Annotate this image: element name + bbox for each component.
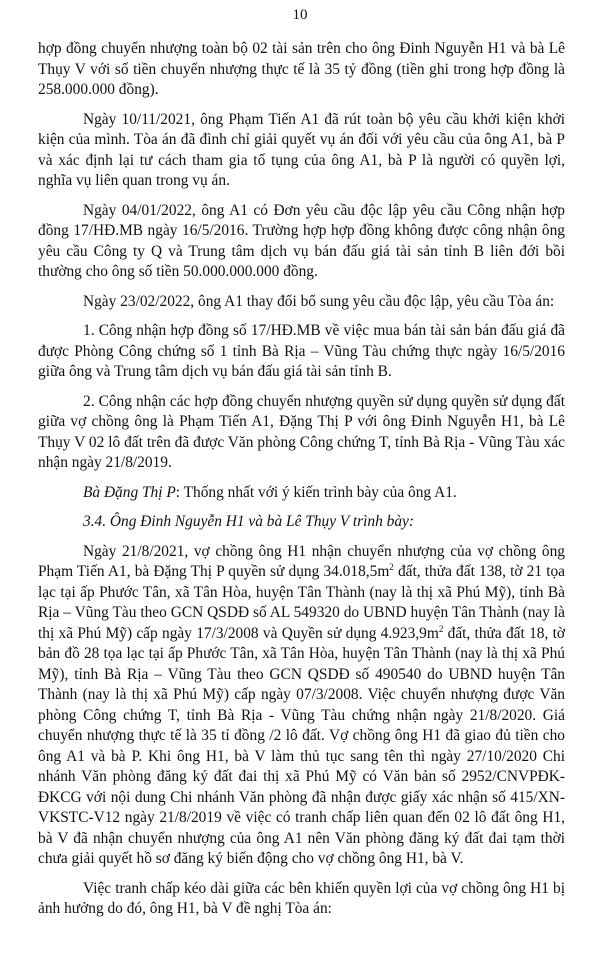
paragraph-request-item-2: 2. Công nhận các hợp đồng chuyển nhượng quyền sử dụng quyền sử dụng đất giữa vợ chồng ông là Phạm Tiến A1, Đặng Thị P với ông Đinh Nguyễn H1, bà Lê Thụy V 02 lô đất trên đã được Văn phòng Công chứng T, tỉnh Bà Rịa - Vũng Tàu xác nhận ngày 21/8/2019. xyxy=(38,392,565,471)
page-number: 10 xyxy=(292,7,308,23)
paragraph-withdrawal: Ngày 10/11/2021, ông Phạm Tiến A1 đã rút toàn bộ yêu cầu khởi kiện khởi kiện của mình. Tòa án đã đình chỉ giải quyết vụ án đối với yêu cầu của ông A1, bà P và xác định lại tư cách tham gia tố tụng của ông A1, bà P là người có quyền lợi, nghĩa vụ liên quan trong vụ án. xyxy=(38,110,565,189)
paragraph-request-item-1: 1. Công nhận hợp đồng số 17/HĐ.MB về việc mua bán tài sản bán đấu giá đã được Phòng Công chứng số 1 tỉnh Bà Rịa – Vũng Tàu chứng thực ngày 16/5/2016 giữa ông và Trung tâm dịch vụ bán đấu giá tài sản tỉnh B. xyxy=(38,322,565,380)
party-p-text: : Thống nhất với ý kiến trình bày của ông A1. xyxy=(175,483,457,501)
paragraph-h1-v-statement xyxy=(38,542,565,870)
document-body xyxy=(38,39,565,929)
party-p-label: Bà Đặng Thị P xyxy=(83,483,176,501)
section-heading-3-4: 3.4. Ông Đinh Nguyễn H1 và bà Lê Thụy V trình bày: xyxy=(83,513,415,530)
superscript-area-2: 2 xyxy=(438,623,444,634)
superscript-area-1: 2 xyxy=(389,562,394,572)
paragraph-contract-transfer: hợp đồng chuyển nhượng toàn bộ 02 tài sản trên cho ông Đinh Nguyễn H1 và bà Lê Thụy V với số tiền chuyển nhượng thực tế là 35 tỷ đồng (tiền ghi trong hợp đồng là 258.000.000 đồng). xyxy=(38,40,565,98)
paragraph-party-p-statement xyxy=(38,483,565,504)
paragraph-amended-request: Ngày 23/02/2022, ông A1 thay đổi bổ sung yêu cầu độc lập, yêu cầu Tòa án: xyxy=(83,292,555,310)
statement-part-b: đất, thửa đất 138, tờ 21 tọa lạc tại ấp Phước Tân, xã Tân Hòa, huyện Tân Thành (nay là thị xã Phú Mỹ), tỉnh Bà Rịa – Vũng Tàu theo GCN QSDĐ số AL 549320 do UBND huyện Tân Thành (nay là thị xã Phú Mỹ) cấp ngày 17/3/2008 và Quyền sử dụng 4.923,9m xyxy=(38,563,566,642)
paragraph-dispute-request: Việc tranh chấp kéo dài giữa các bên khiến quyền lợi của vợ chồng ông H1 bị ảnh hưởng do đó, ông H1, bà V đề nghị Tòa án: xyxy=(38,879,565,917)
paragraph-independent-request: Ngày 04/01/2022, ông A1 có Đơn yêu cầu độc lập yêu cầu Công nhận hợp đồng 17/HĐ.MB ngày 16/5/2016. Trường hợp hợp đồng không được công nhận ông yêu cầu Công ty Q và Trung tâm dịch vụ bán đấu giá tài sản tỉnh B liên đới bồi thường cho ông số tiền 50.000.000.000 đồng. xyxy=(38,201,565,280)
statement-part-c: đất, thửa đất 18, tờ bản đồ 28 tọa lạc tại ấp Phước Tân, xã Tân Hòa, huyện Tân Thành (nay là thị xã Phú Mỹ), tỉnh Bà Rịa – Vũng Tàu theo GCN QSDĐ số 490540 do UBND huyện Tân Thành (nay là thị xã Phú Mỹ) cấp ngày 07/3/2008. Việc chuyển nhượng được Văn phòng Công chứng T, tỉnh Bà Rịa - Vũng Tàu chứng nhận ngày 21/8/2020. Giá chuyển nhượng thực tế là 35 tỉ đồng /2 lô đất. Vợ chồng ông H1 đã giao đủ tiền cho ông A1 và bà P. Khi ông H1, bà V làm thủ tục sang tên thì ngày 27/10/2020 Chi nhánh Văn phòng đăng ký đất đai thị xã Phú Mỹ có Văn bản số 2952/CNVPĐK-ĐKCG với nội dung Chi nhánh Văn phòng đã nhận được giấy xác nhận số 415/XN-VKSTC-V12 ngày 21/8/2019 về việc có tranh chấp liên quan đến 02 lô đất ông H1, bà V đã nhận chuyển nhượng của ông A1 nên Văn phòng đăng ký đất đai tạm thời chưa giải quyết hồ sơ đăng ký biến động cho vợ chồng ông H1, bà V. xyxy=(38,624,565,867)
statement-part-a: Ngày 21/8/2021, vợ chồng ông H1 nhận chuyển nhượng của vợ chồng ông Phạm Tiến A1, bà Đặng Thị P quyền sử dụng 34.018,5m xyxy=(38,542,565,580)
